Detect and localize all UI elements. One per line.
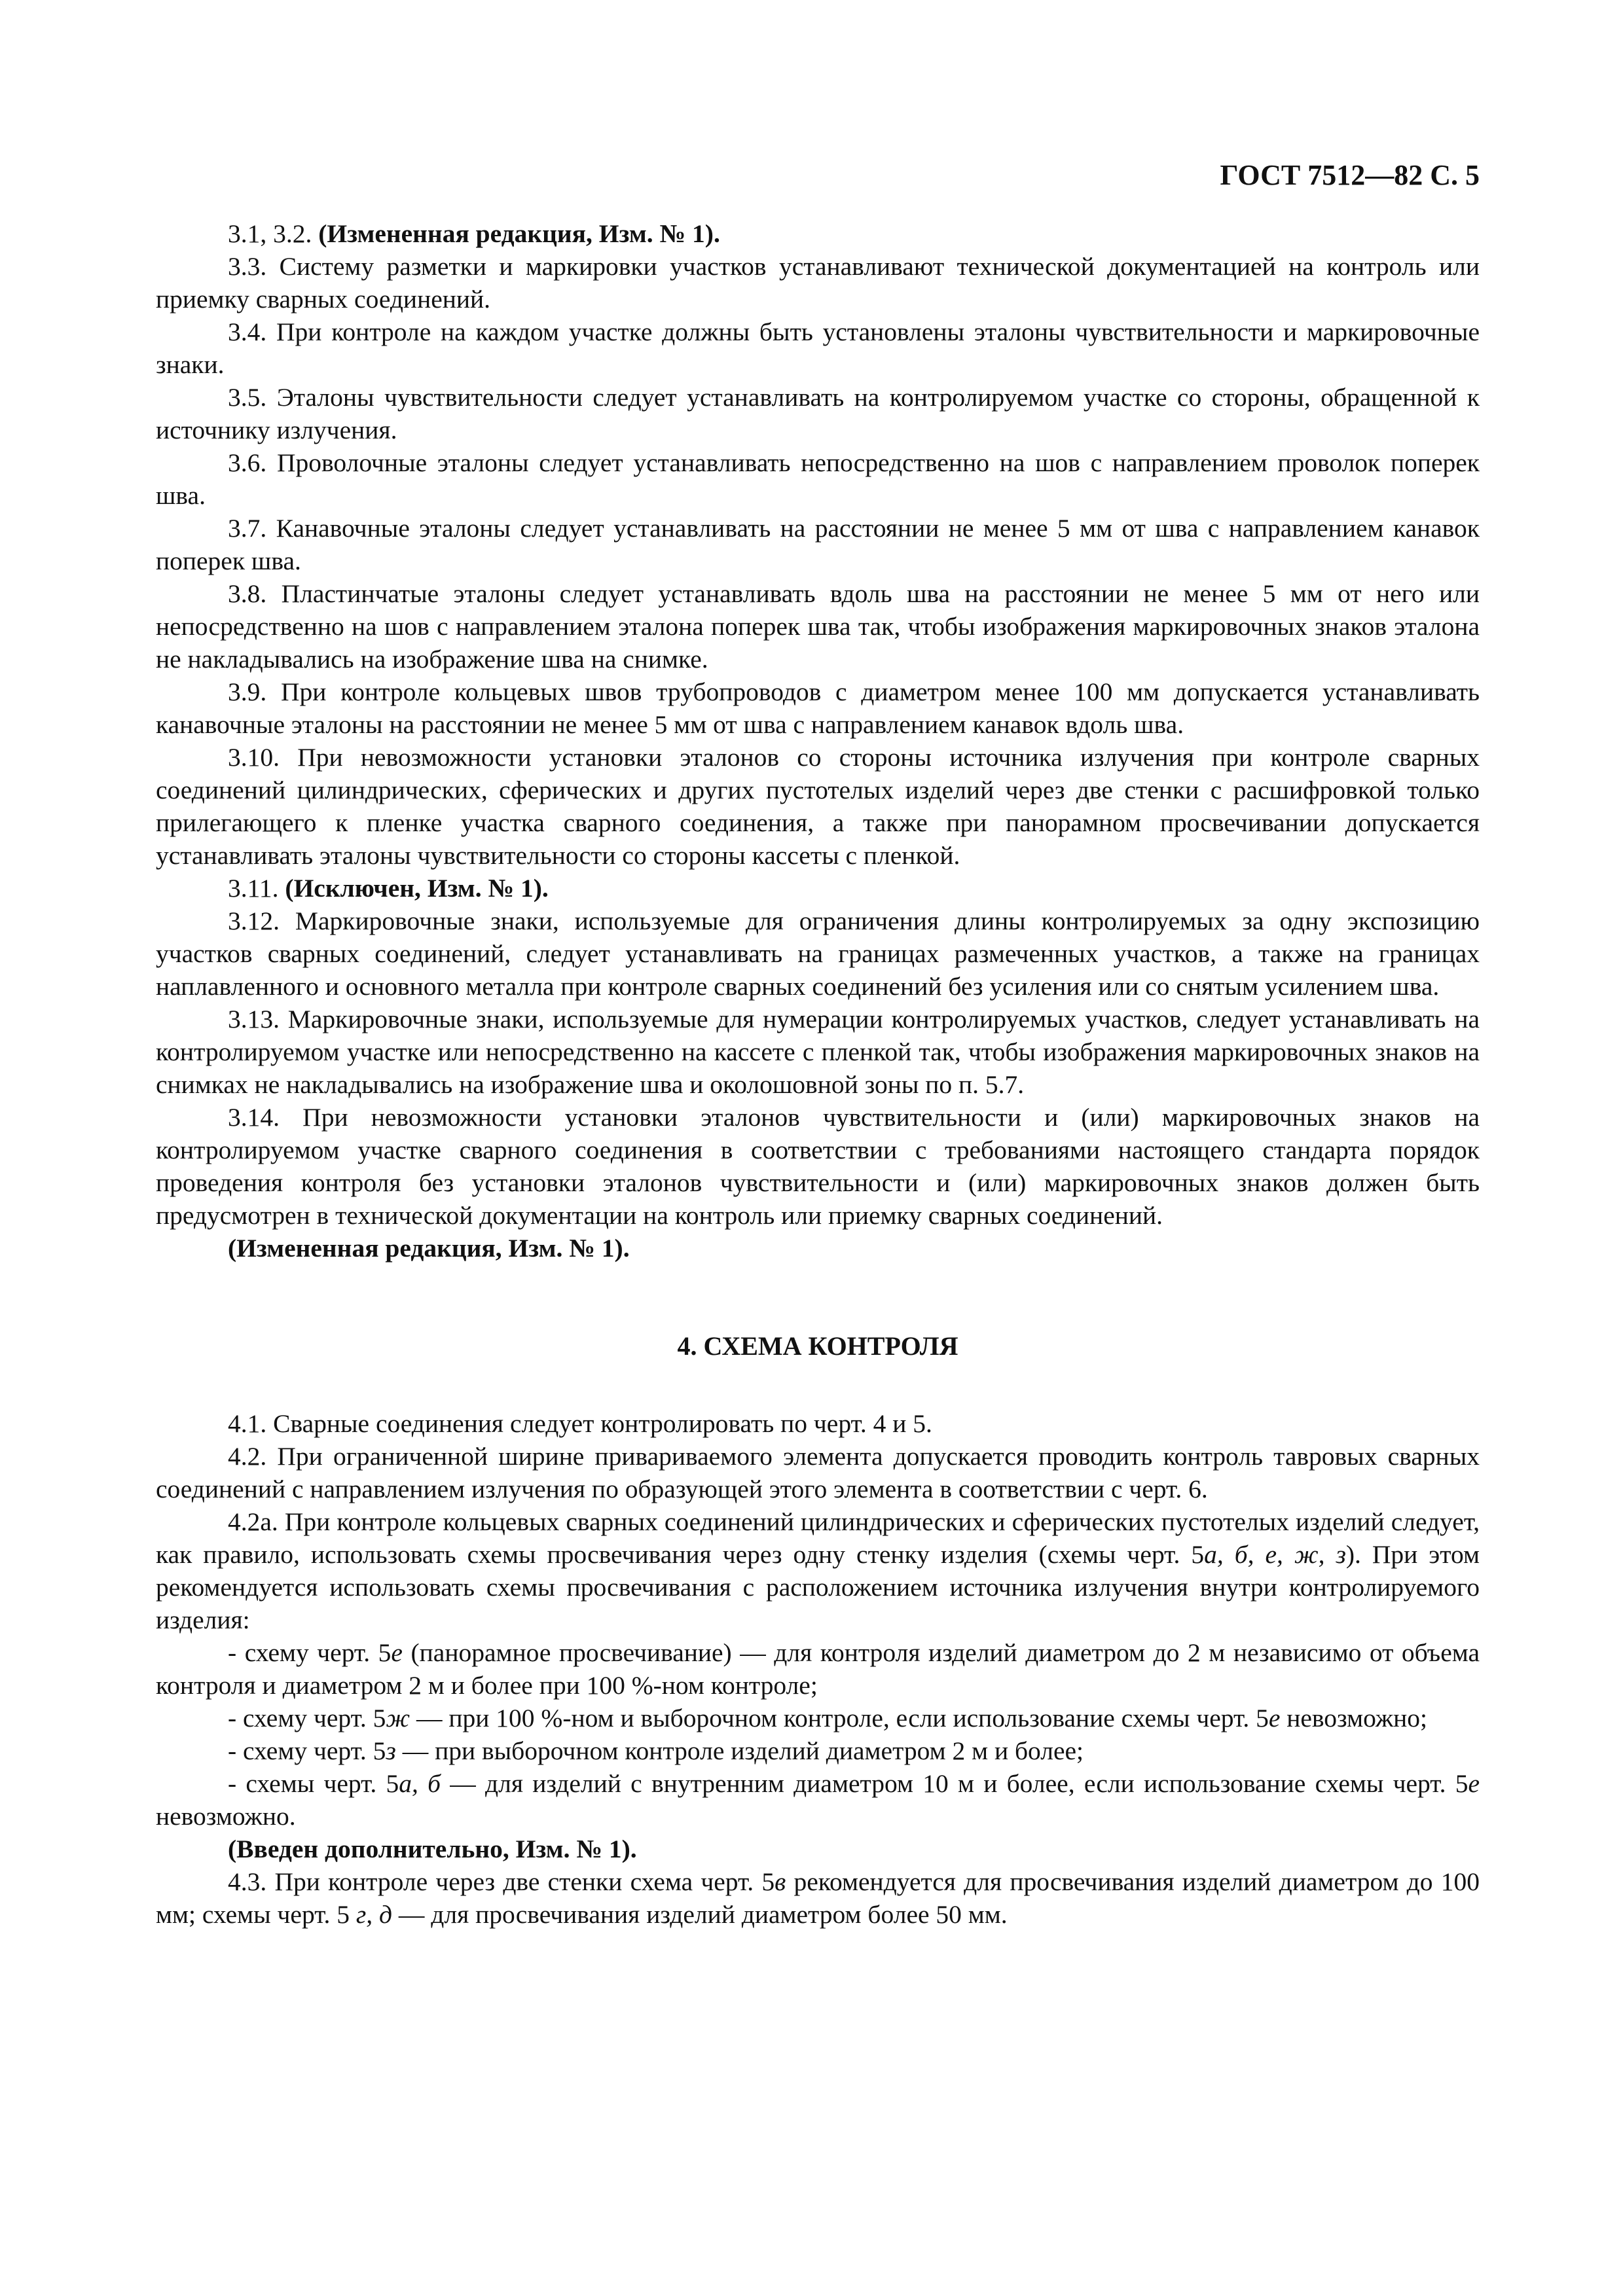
clause-4-3: 4.3. При контроле через две стенки схема черт. 5в рекомендуется для просвечивания изделий диаметром до 100 мм; схемы черт. 5 г, д — для просвечивания изделий диаметром более 50 мм. — [156, 1867, 1480, 1929]
clause-3-8: 3.8. Пластинчатые эталоны следует устанавливать вдоль шва на расстоянии не менее 5 мм от него или непосредственно на шов с направлением эталона поперек шва так, чтобы изображения маркировочных знаков эталона не накладывались на изображение шва на снимке. — [156, 579, 1480, 673]
section-3 — [156, 217, 1480, 1265]
clause-3-1-3-2: 3.1, 3.2. (Измененная редакция, Изм. № 1). — [228, 219, 720, 248]
clause-3-4: 3.4. При контроле на каждом участке должны быть установлены эталоны чувствительности и маркировочные знаки. — [156, 317, 1480, 379]
document-page — [156, 156, 1480, 1931]
clause-3-7: 3.7. Канавочные эталоны следует устанавливать на расстоянии не менее 5 мм от шва с направлением канавок поперек шва. — [156, 514, 1480, 575]
clause-3-11: 3.11. (Исключен, Изм. № 1). — [228, 874, 549, 903]
clause-3-6: 3.6. Проволочные эталоны следует устанавливать непосредственно на шов с направлением проволок поперек шва. — [156, 448, 1480, 510]
clause-3-13: 3.13. Маркировочные знаки, используемые для нумерации контролируемых участков, следует устанавливать на контролируемом участке или непосредственно на кассете с пленкой так, чтобы изображения маркировочных знаков на снимках не накладывались на изображение шва и околошовной зоны по п. 5.7. — [156, 1005, 1480, 1099]
list-item: - схему черт. 5ж — при 100 %-ном и выборочном контроле, если использование схемы черт. 5е невозможно; — [228, 1704, 1428, 1732]
section-4 — [156, 1407, 1480, 1931]
clause-4-2a: 4.2а. При контроле кольцевых сварных соединений цилиндрических и сферических пустотелых изделий следует, как правило, использовать схемы просвечивания через одну стенку изделия (схемы черт. 5а, б, е, ж, з). При этом рекомендуется использовать схемы просвечивания с расположением источника излучения внутри контролируемого изделия: — [156, 1507, 1480, 1634]
list-item: - схемы черт. 5а, б — для изделий с внутренним диаметром 10 м и более, если использование схемы черт. 5е невозможно. — [156, 1769, 1480, 1831]
amendment-note: (Измененная редакция, Изм. № 1). — [228, 1234, 630, 1263]
clause-4-2: 4.2. При ограниченной ширине привариваемого элемента допускается проводить контроль тавровых сварных соединений с направлением излучения по образующей этого элемента в соответствии с черт. 6. — [156, 1442, 1480, 1503]
clause-3-12: 3.12. Маркировочные знаки, используемые для ограничения длины контролируемых за одну экспозицию участков сварных соединений, следует устанавливать на границах размеченных участков, а также на границах наплавленного и основного металла при контроле сварных соединений без усиления или со снятым усилением шва. — [156, 906, 1480, 1001]
clause-3-3: 3.3. Систему разметки и маркировки участков устанавливают технической документацией на контроль или приемку сварных соединений. — [156, 252, 1480, 314]
amendment-note: (Введен дополнительно, Изм. № 1). — [228, 1835, 637, 1863]
clause-3-9: 3.9. При контроле кольцевых швов трубопроводов с диаметром менее 100 мм допускается устанавливать канавочные эталоны на расстоянии не менее 5 мм от шва с направлением канавок вдоль шва. — [156, 677, 1480, 739]
clause-3-14: 3.14. При невозможности установки эталонов чувствительности и (или) маркировочных знаков на контролируемом участке сварного соединения в соответствии с требованиями настоящего стандарта порядок проведения контроля без установки эталонов чувствительности и (или) маркировочных знаков должен быть предусмотрен в технической документации на контроль или приемку сварных соединений. — [156, 1103, 1480, 1230]
list-item: - схему черт. 5е (панорамное просвечивание) — для контроля изделий диаметром до 2 м независимо от объема контроля и диаметром 2 м и более при 100 %-ном контроле; — [156, 1638, 1480, 1700]
clause-4-1: 4.1. Сварные соединения следует контролировать по черт. 4 и 5. — [228, 1409, 932, 1438]
page-header: ГОСТ 7512—82 С. 5 — [1220, 159, 1480, 191]
clause-3-5: 3.5. Эталоны чувствительности следует устанавливать на контролируемом участке со стороны, обращенной к источнику излучения. — [156, 383, 1480, 444]
list-item: - схему черт. 5з — при выборочном контроле изделий диаметром 2 м и более; — [228, 1736, 1084, 1765]
clause-3-10: 3.10. При невозможности установки эталонов со стороны источника излучения при контроле сварных соединений цилиндрических, сферических и других пустотелых изделий через две стенки с расшифровкой только прилегающего к пленке участка сварного соединения, а также при панорамном просвечивании допускается устанавливать эталоны чувствительности со стороны кассеты с пленкой. — [156, 743, 1480, 870]
section-4-title: 4. СХЕМА КОНТРОЛЯ — [677, 1331, 958, 1361]
